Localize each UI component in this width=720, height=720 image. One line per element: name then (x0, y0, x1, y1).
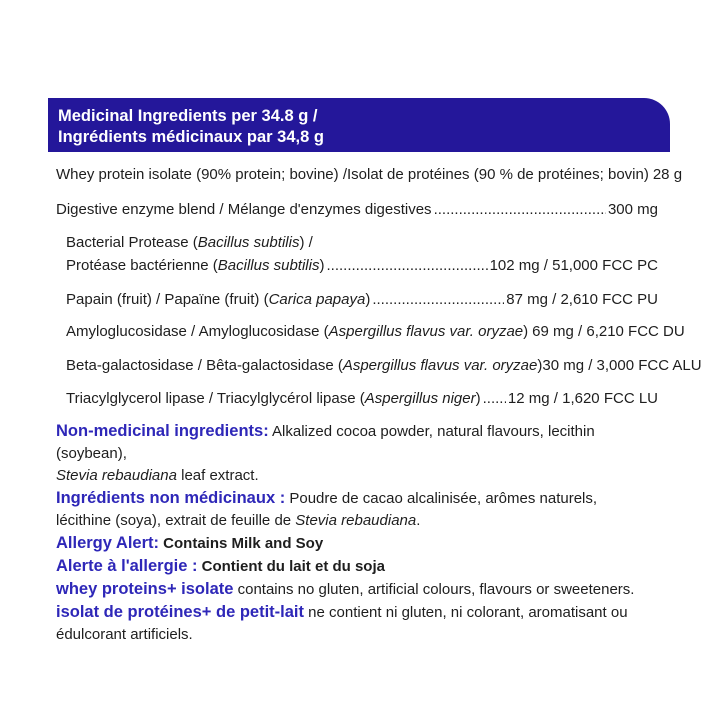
ingredient-row-amyloglucosidase (66, 321, 685, 343)
ingredient-label: Digestive enzyme blend / Mélange d'enzymes digestives (56, 201, 432, 218)
ingredient-row-whey (56, 164, 683, 186)
ingredient-label (66, 321, 528, 343)
leader-dots (434, 199, 606, 221)
ingredient-amount: 28 g (652, 166, 683, 183)
ingredient-label (66, 388, 481, 410)
leader-dots (372, 289, 504, 311)
latin-name: Carica papaya (268, 291, 366, 308)
latin-name: Aspergillus niger (364, 390, 476, 407)
label-part: ) (475, 390, 481, 407)
ingredient-row-papain (66, 289, 658, 311)
ingredient-row-enzyme-blend (56, 199, 658, 221)
allergy-fr-title: Alerte à l'allergie : (56, 557, 198, 575)
latin-name: Aspergillus flavus var. oryzae (342, 357, 538, 374)
non-medicinal-ingredients-en (56, 420, 656, 487)
ingredient-amount: 69 mg / 6,210 FCC DU (532, 323, 685, 340)
ingredients-header (48, 98, 670, 152)
allergy-alert-en (56, 532, 696, 555)
header-title-fr: Ingrédients médicinaux par 34,8 g (58, 128, 324, 146)
header-title-en: Medicinal Ingredients per 34.8 g / (58, 107, 318, 125)
ingredient-label (66, 255, 324, 277)
ingredient-amount: 87 mg / 2,610 FCC PU (506, 291, 658, 308)
brand-statement-en (56, 578, 696, 601)
label-part: Beta-galactosidase / Bêta-galactosidase ( (66, 357, 343, 374)
ingredient-amount: 102 mg / 51,000 FCC PC (489, 257, 658, 274)
leader-dots (483, 388, 506, 410)
allergy-alert-fr (56, 555, 696, 578)
brand-fr-text: ne contient ni gluten, ni colorant, aromatisant ou édulcorant artificiels. (56, 604, 628, 643)
nmi-fr-title: Ingrédients non médicinaux : (56, 489, 286, 507)
leader-dots (326, 255, 487, 277)
brand-en-text: contains no gluten, artificial colours, flavours or sweeteners. (233, 581, 635, 598)
ingredient-amount: 300 mg (607, 201, 658, 218)
label-part: ) (537, 357, 543, 374)
nmi-fr-text: Poudre de cacao alcalinisée, arômes naturels, lécithine (soya), extrait de feuille de (56, 490, 598, 529)
nmi-en-tail: leaf extract. (176, 467, 259, 484)
ingredient-row-lipase (66, 388, 658, 410)
nmi-en-title: Non-medicinal ingredients: (56, 422, 269, 440)
ingredient-row-protease-line1 (66, 232, 313, 254)
ingredient-label: Whey protein isolate (90% protein; bovine) /Isolat de protéines (90 % de protéines; bovin) (56, 166, 649, 183)
nmi-fr-tail: . (416, 512, 421, 529)
label-part: Amyloglucosidase / Amyloglucosidase ( (66, 323, 329, 340)
medicinal-ingredients-panel (48, 98, 702, 407)
allergy-en-title: Allergy Alert: (56, 534, 159, 552)
label-part: Bacterial Protease ( (66, 234, 198, 251)
ingredient-amount: 30 mg / 3,000 FCC ALU (542, 357, 702, 374)
ingredient-row-protease (66, 255, 658, 277)
label-part: Triacylglycerol lipase / Triacylglycérol lipase ( (66, 390, 365, 407)
label-part: Papain (fruit) / Papaïne (fruit) ( (66, 291, 269, 308)
nmi-en-text: Alkalized cocoa powder, natural flavours, lecithin (soybean), (56, 423, 595, 462)
product-notes (56, 420, 696, 646)
ingredient-label (66, 289, 370, 311)
label-part: ) (365, 291, 371, 308)
latin-name: Aspergillus flavus var. oryzae (328, 323, 524, 340)
ingredient-amount: 12 mg / 1,620 FCC LU (507, 390, 658, 407)
label-part: ) (523, 323, 529, 340)
latin-name: Bacillus subtilis (217, 257, 320, 274)
latin-name: Bacillus subtilis (197, 234, 300, 251)
brand-fr-title: isolat de protéines+ de petit-lait (56, 603, 305, 621)
non-medicinal-ingredients-fr (56, 487, 656, 532)
latin-name: Stevia rebaudiana (56, 467, 177, 484)
latin-name: Stevia rebaudiana (295, 512, 417, 529)
ingredient-row-beta-galactosidase (66, 355, 702, 377)
label-part: ) / (299, 234, 313, 251)
allergy-fr-text: Contient du lait et du soja (197, 558, 385, 575)
brand-statement-fr (56, 601, 656, 646)
label-part: ) (319, 257, 325, 274)
brand-en-title: whey proteins+ isolate (56, 580, 234, 598)
allergy-en-text: Contains Milk and Soy (159, 535, 324, 552)
label-part: Protéase bactérienne ( (66, 257, 218, 274)
ingredient-label (66, 355, 542, 377)
